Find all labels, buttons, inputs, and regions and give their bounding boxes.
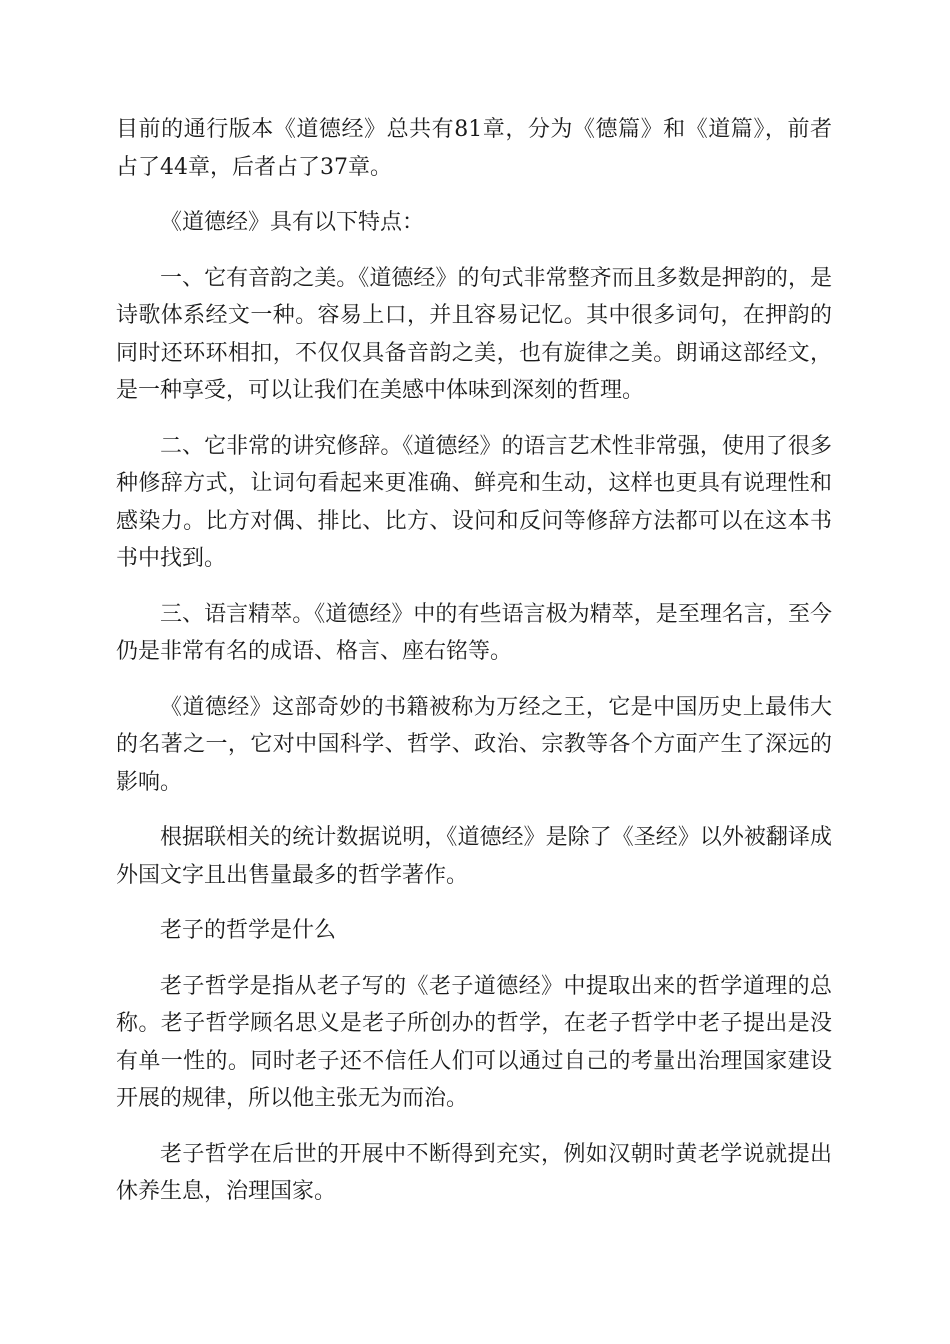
section-heading: 老子的哲学是什么 [160,918,337,943]
paragraph-feature-language: 三、语言精萃。《道德经》中的有些语言极为精萃，是至理名言，至今仍是非常有名的成语、格言、座右铭等。 [116,601,832,664]
paragraph-feature-rhetoric: 二、它非常的讲究修辞。《道德经》的语言艺术性非常强，使用了很多种修辞方式，让词句看起来更准确、鲜亮和生动，这样也更具有说理性和感染力。比方对偶、排比、比方、设问和反问等修辞方法都可以在这本书书中找到。 [116,433,832,571]
paragraph-laozi-philosophy: 老子哲学是指从老子写的《老子道德经》中提取出来的哲学道理的总称。老子哲学顾名思义是老子所创办的哲学，在老子哲学中老子提出是没有单一性的。同时老子还不信任人们可以通过自己的考量出治理国家建设开展的规律，所以他主张无为而治。 [116,973,832,1111]
paragraph-feature-rhyme: 一、它有音韵之美。《道德经》的句式非常整齐而且多数是押韵的，是诗歌体系经文一种。容易上口，并且容易记忆。其中很多词句，在押韵的同时还环环相扣，不仅仅具备音韵之美，也有旋律之美。朗诵这部经文，是一种享受，可以让我们在美感中体味到深刻的哲理。 [116,265,832,403]
paragraph-translation: 根据联相关的统计数据说明，《道德经》是除了《圣经》以外被翻译成外国文字且出售量最多的哲学著作。 [116,825,832,888]
paragraph-chapter-count: 目前的通行版本《道德经》总共有81章，分为《德篇》和《道篇》，前者占了44章，后者占了37章。 [116,117,832,180]
paragraph-influence: 《道德经》这部奇妙的书籍被称为万经之王，它是中国历史上最伟大的名著之一，它对中国科学、哲学、政治、宗教等各个方面产生了深远的影响。 [116,694,832,795]
paragraph-features-intro: 《道德经》具有以下特点： [160,210,425,235]
document-body [116,111,832,1229]
paragraph-later-development: 老子哲学在后世的开展中不断得到充实，例如汉朝时黄老学说就提出休养生息，治理国家。 [116,1141,832,1204]
